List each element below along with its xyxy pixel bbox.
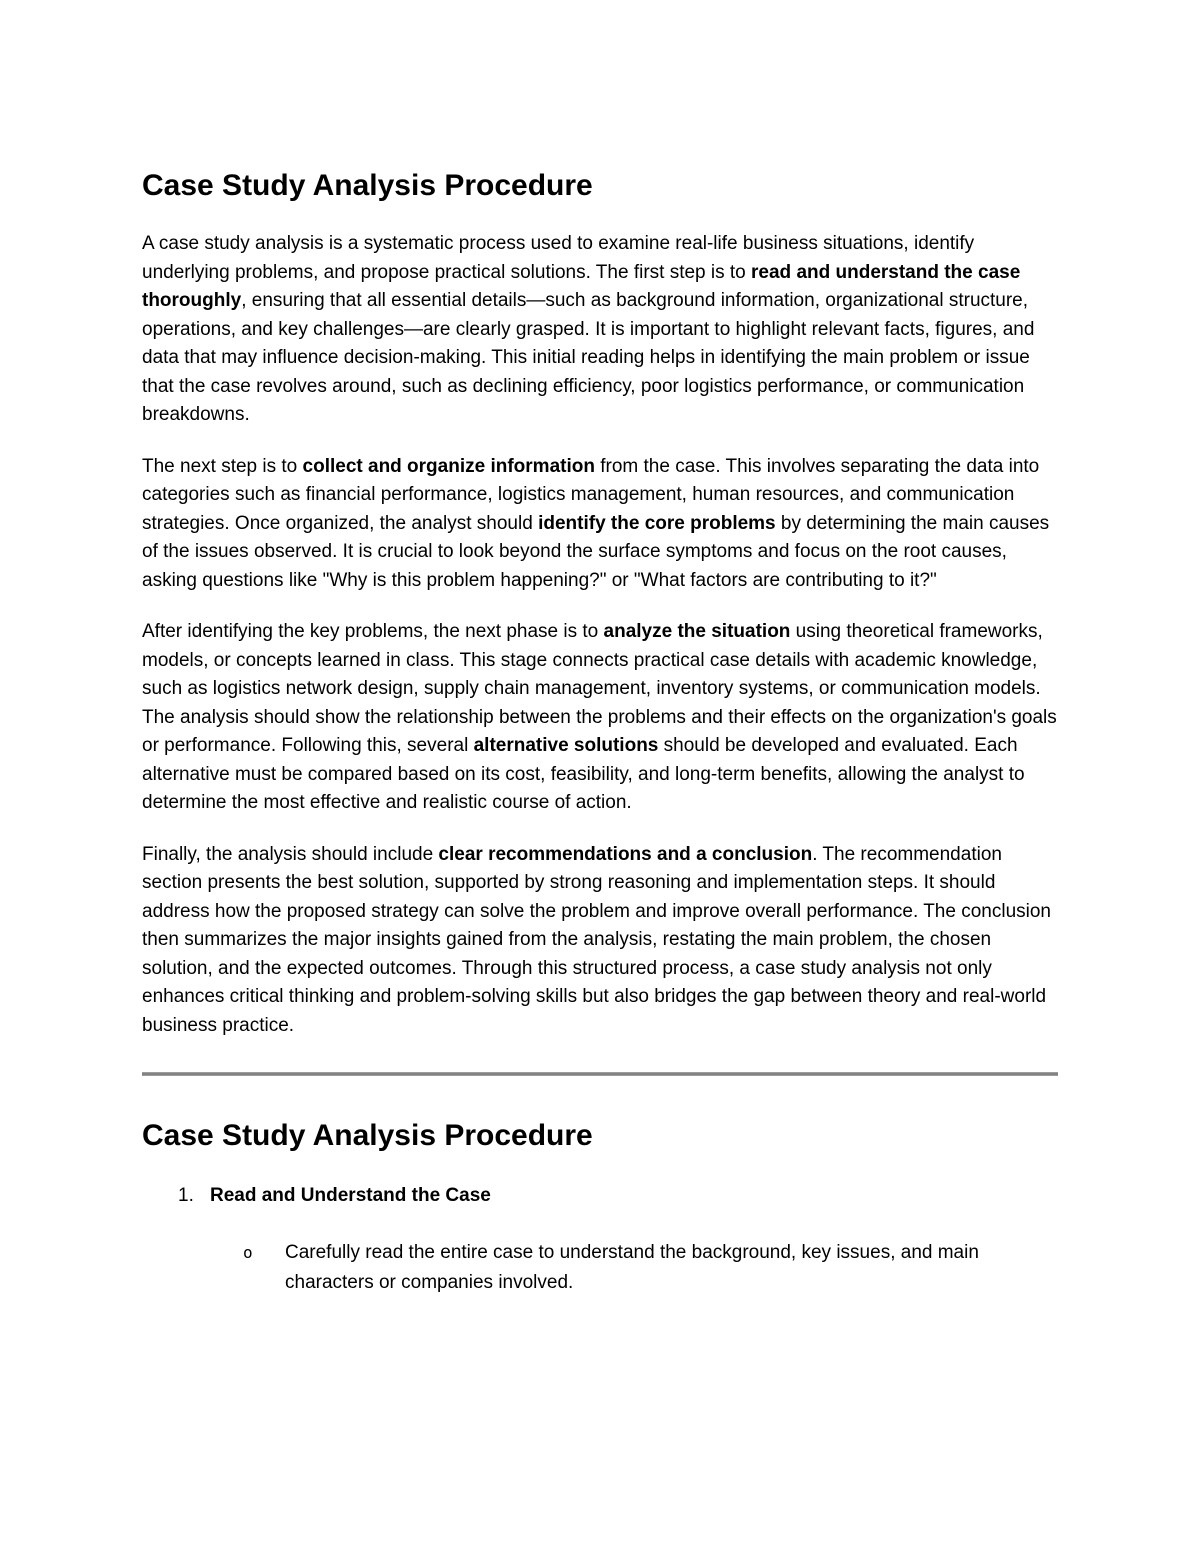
- document-title: Case Study Analysis Procedure: [142, 169, 593, 202]
- paragraph-4: Finally, the analysis should include clear recommendations and a conclusion. The recommendation section presents the best solution, supported by strong reasoning and implementation steps. It should address how the proposed strategy can solve the problem and improve overall performance. The conclusion then summarizes the major insights gained from the analysis, restating the main problem, the chosen solution, and the expected outcomes. Through this structured process, a case study analysis not only enhances critical thinking and problem-solving skills but also bridges the gap between theory and real-world business practice.: [142, 843, 1051, 1036]
- document-content: [142, 168, 1058, 1298]
- paragraph-3: After identifying the key problems, the next phase is to analyze the situation using theoretical frameworks, models, or concepts learned in class. This stage connects practical case details with academic knowledge, such as logistics network design, supply chain management, inventory systems, or communication models. The analysis should show the relationship between the problems and their effects on the organization's goals or performance. Following this, several alternative solutions should be developed and evaluated. Each alternative must be compared based on its cost, feasibility, and long-term benefits, allowing the analyst to determine the most effective and realistic course of action.: [142, 621, 1057, 813]
- sub-bullet-text: Carefully read the entire case to understand the background, key issues, and main characters or companies involved.: [285, 1241, 979, 1293]
- paragraph-2: The next step is to collect and organize information from the case. This involves separating the data into categories such as financial performance, logistics management, human resources, and communication strategies. Once organized, the analyst should identify the core problems by determining the main causes of the issues observed. It is crucial to look beyond the surface symptoms and focus on the root causes, asking questions like "Why is this problem happening?" or "What factors are contributing to it?": [142, 455, 1050, 591]
- sub-bullet-marker: o: [243, 1242, 253, 1262]
- section-title: Case Study Analysis Procedure: [142, 1119, 593, 1152]
- horizontal-divider: [142, 1072, 1058, 1076]
- numbered-list-item: [142, 1182, 1058, 1211]
- sub-bullet-item: [243, 1238, 1058, 1298]
- list-item-number: 1.: [178, 1185, 194, 1206]
- list-item-title: Read and Understand the Case: [210, 1185, 491, 1206]
- body-paragraphs: [142, 230, 1058, 1040]
- paragraph-1: A case study analysis is a systematic process used to examine real-life business situations, identify underlying problems, and propose practical solutions. The first step is to read and understand the case thoroughly, ensuring that all essential details—such as background information, organizational structure, operations, and key challenges—are clearly grasped. It is important to highlight relevant facts, figures, and data that may influence decision-making. This initial reading helps in identifying the main problem or issue that the case revolves around, such as declining efficiency, poor logistics performance, or communication breakdowns.: [142, 233, 1035, 425]
